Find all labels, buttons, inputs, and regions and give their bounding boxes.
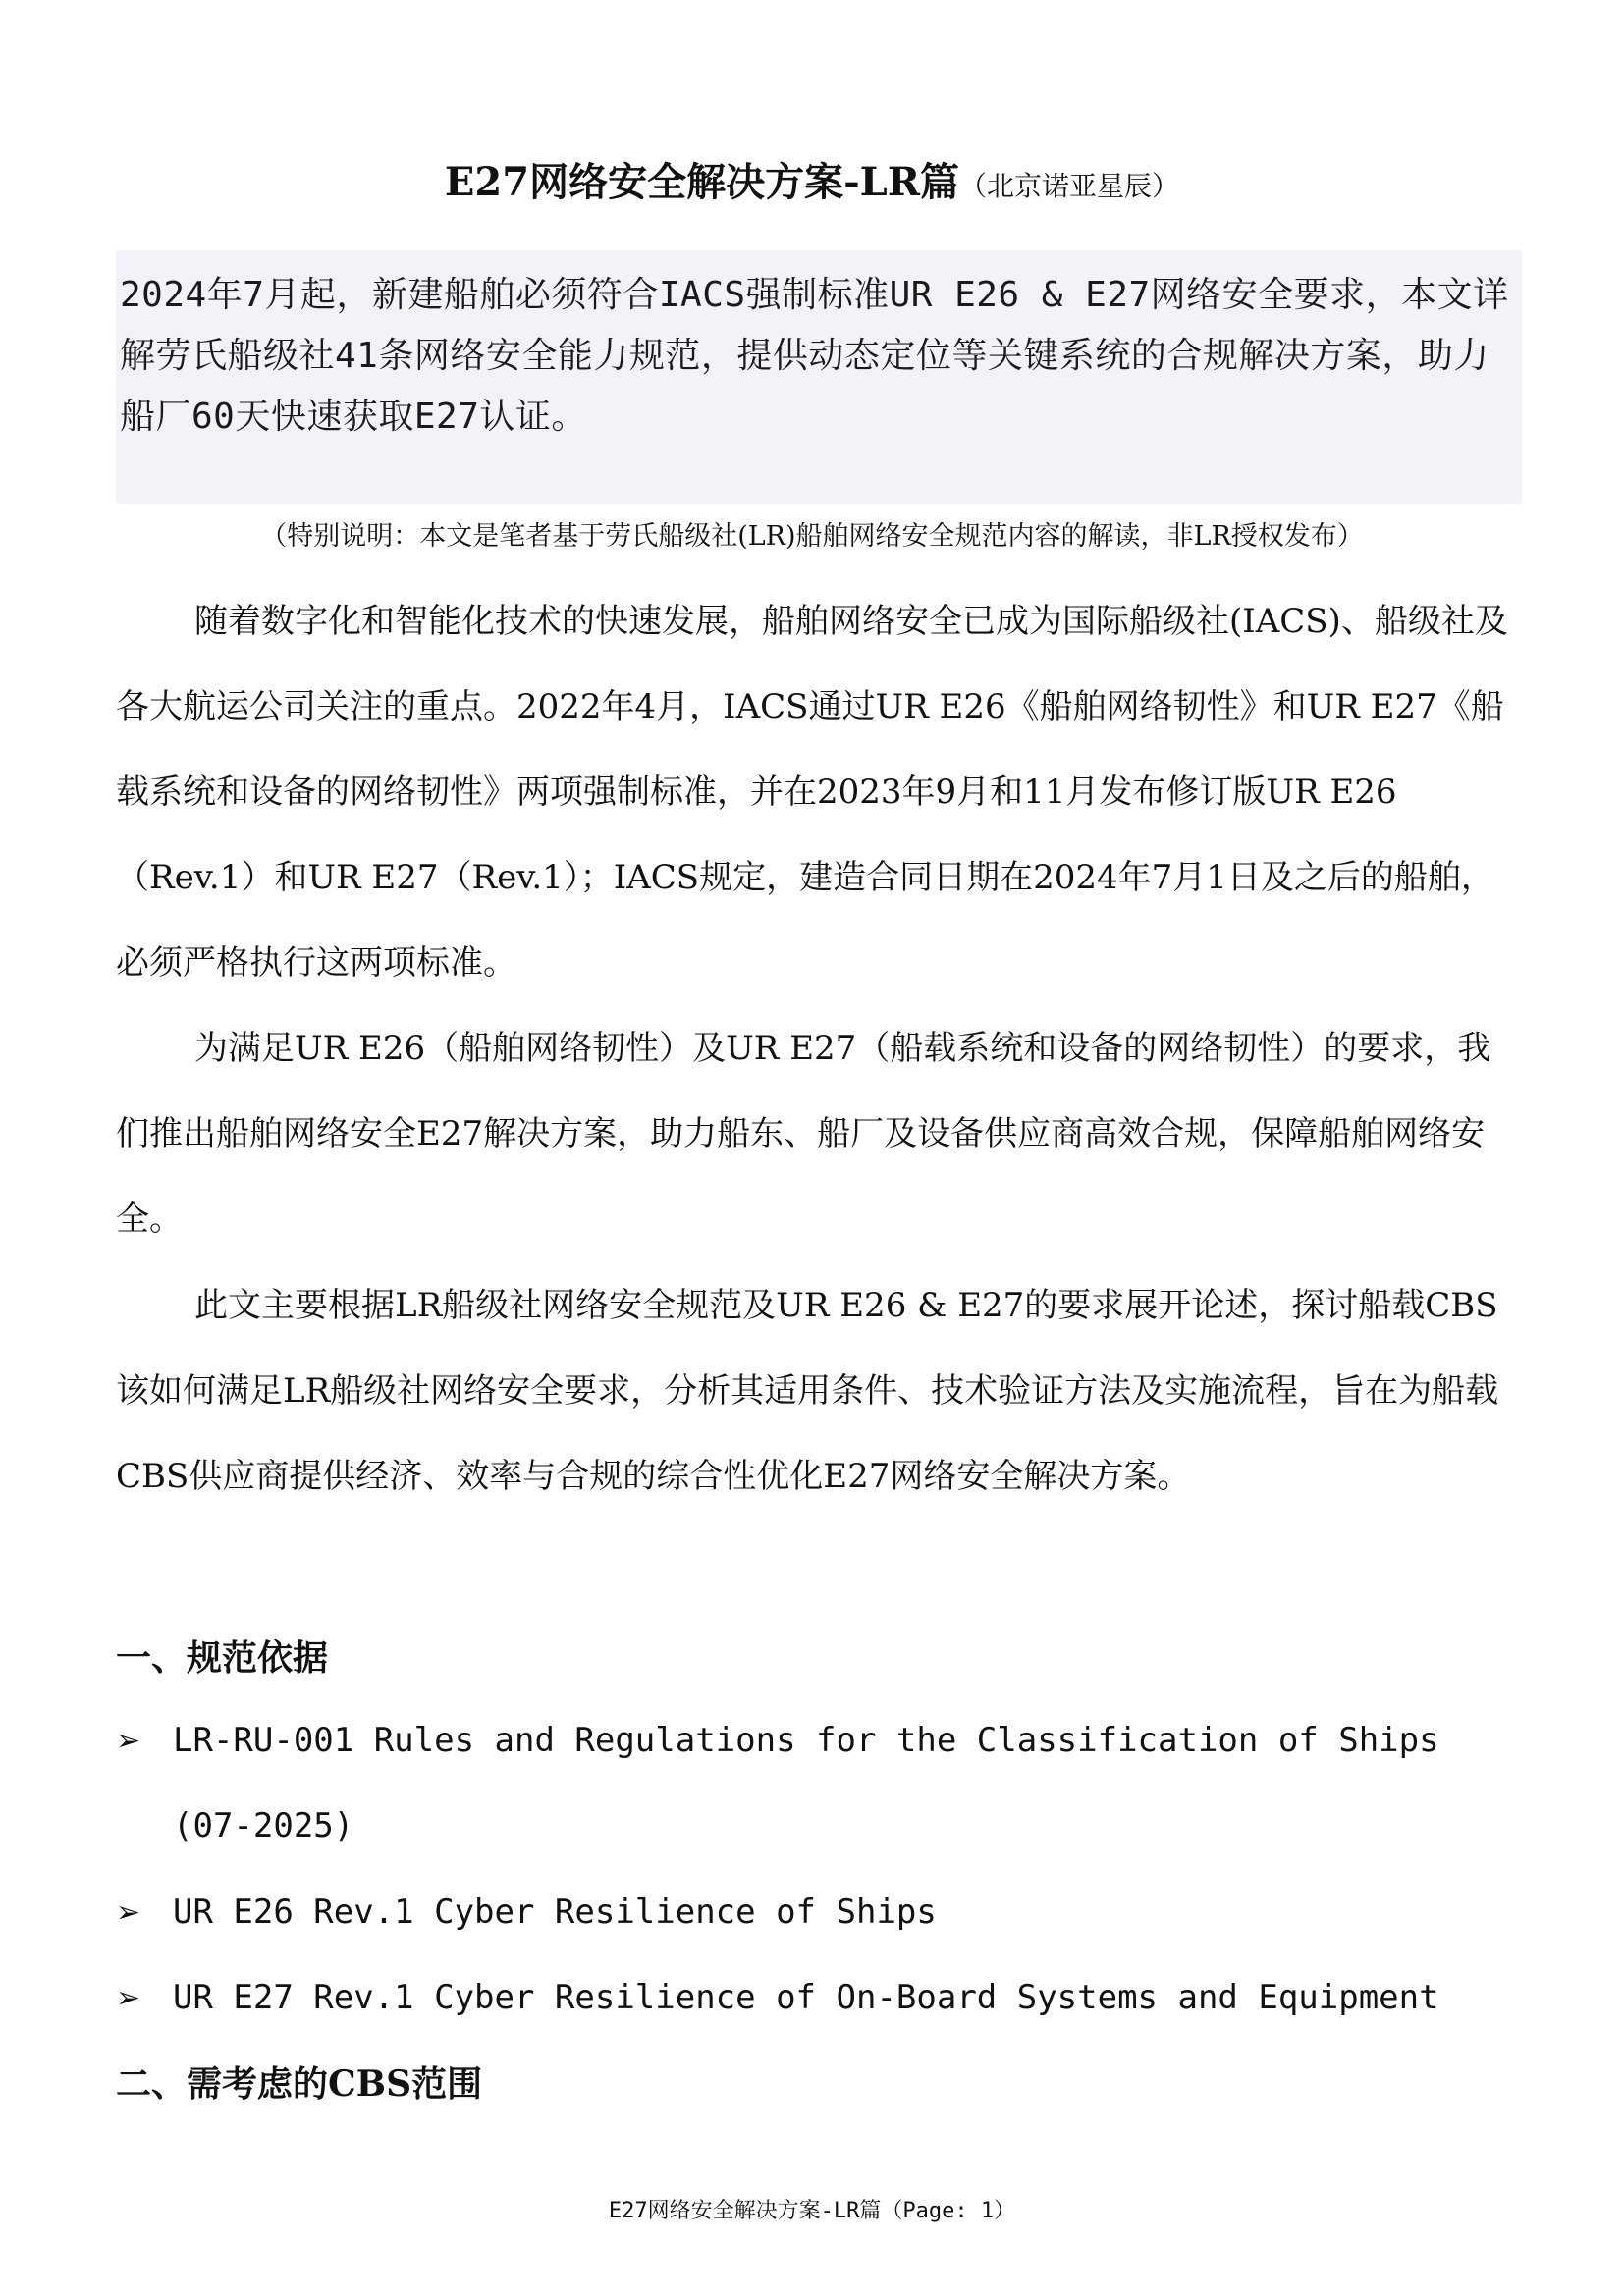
summary-box: 2024年7月起，新建船舶必须符合IACS强制标准UR E26 & E27网络安全要求，本文详解劳氏船级社41条网络安全能力规范，提供动态定位等关键系统的合规解决方案，助力船厂60天快速获取E27认证。 [116, 250, 1522, 504]
body-paragraph-3 [116, 1263, 1520, 1520]
section-heading-2: 二、需考虑的CBS范围 [116, 2063, 483, 2105]
title-subtitle: （北京诺亚星辰） [959, 170, 1180, 202]
arrow-bullet-icon: ➢ [116, 1724, 141, 1758]
document-title [0, 157, 1624, 212]
body-paragraph-1 [116, 579, 1520, 1006]
reference-text-1: LR-RU-001 Rules and Regulations for the Classification of Ships (07-2025) [173, 1721, 1439, 1845]
section-heading-1: 一、规范依据 [116, 1637, 329, 1679]
reference-text-2: UR E26 Rev.1 Cyber Resilience of Ships [173, 1893, 937, 1932]
paragraph-1-text: 随着数字化和智能化技术的快速发展，船舶网络安全已成为国际船级社(IACS)、船级社及各大航运公司关注的重点。2022年4月，IACS通过UR E26《船舶网络韧性》和UR E27《船载系统和设备的网络韧性》两项强制标准，并在2023年9月和11月发布修订版UR E26（Rev.1）和UR E27（Rev.1）；IACS规定，建造合同日期在2024年7月1日及之后的船舶，必须严格执行这两项标准。 [116, 602, 1508, 983]
arrow-bullet-icon: ➢ [116, 1981, 141, 2015]
disclaimer-note: （特别说明：本文是笔者基于劳氏船级社(LR)船舶网络安全规范内容的解读，非LR授权发布） [260, 521, 1364, 552]
title-text: E27网络安全解决方案-LR篇 [444, 159, 960, 205]
reference-item-1 [116, 1698, 1520, 1869]
reference-text-3: UR E27 Rev.1 Cyber Resilience of On-Board Systems and Equipment [173, 1978, 1439, 2017]
reference-item-2 [116, 1870, 1520, 1955]
page-footer: E27网络安全解决方案-LR篇（Page: 1） [608, 2199, 1016, 2223]
paragraph-2-text: 为满足UR E26（船舶网络韧性）及UR E27（船载系统和设备的网络韧性）的要求，我们推出船舶网络安全E27解决方案，助力船东、船厂及设备供应商高效合规，保障船舶网络安全。 [116, 1029, 1491, 1239]
body-paragraph-2 [116, 1006, 1520, 1262]
reference-item-3 [116, 1955, 1520, 2041]
paragraph-3-text: 此文主要根据LR船级社网络安全规范及UR E26 & E27的要求展开论述，探讨船载CBS该如何满足LR船级社网络安全要求，分析其适用条件、技术验证方法及实施流程，旨在为船载CBS供应商提供经济、效率与合规的综合性优化E27网络安全解决方案。 [116, 1286, 1499, 1496]
arrow-bullet-icon: ➢ [116, 1896, 141, 1930]
